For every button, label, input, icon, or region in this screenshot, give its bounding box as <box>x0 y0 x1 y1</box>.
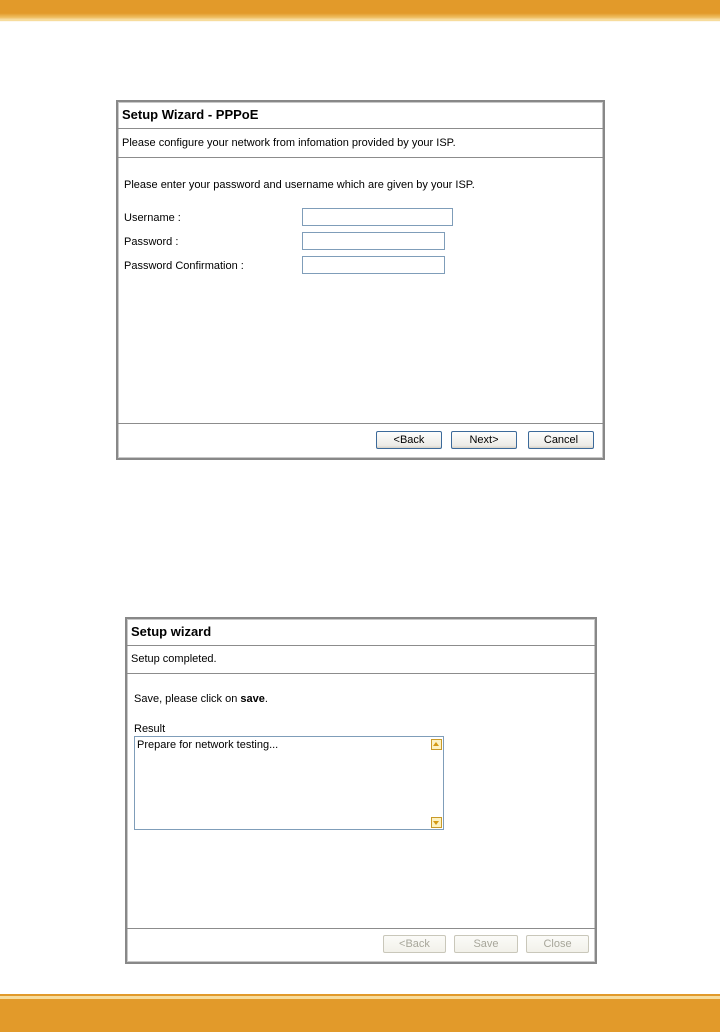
back-button[interactable]: <Back <box>376 431 442 449</box>
cancel-button[interactable]: Cancel <box>528 431 594 449</box>
setup-complete-dialog <box>125 617 597 964</box>
result-text: Prepare for network testing... <box>137 739 279 751</box>
save-instruction-keyword: save <box>240 693 265 705</box>
save-instruction-prefix: Save, please click on <box>134 693 241 705</box>
result-label: Result <box>134 723 166 735</box>
scroll-down-arrow-icon[interactable] <box>431 817 442 828</box>
dialog-subtitle: Setup completed. <box>127 646 595 674</box>
dialog-subtitle: Please configure your network from infomation provided by your ISP. <box>118 129 603 158</box>
password-confirmation-field[interactable] <box>302 256 445 274</box>
page-footer-band <box>0 994 720 1032</box>
username-label: Username : <box>124 212 181 224</box>
close-button[interactable]: Close <box>526 935 589 953</box>
scroll-up-arrow-icon[interactable] <box>431 739 442 750</box>
dialog-footer <box>127 928 595 962</box>
next-button[interactable]: Next> <box>451 431 517 449</box>
save-button[interactable]: Save <box>454 935 518 953</box>
page-footer-highlight <box>0 996 720 999</box>
password-field[interactable] <box>302 232 445 250</box>
dialog-title: Setup Wizard - PPPoE <box>118 102 603 129</box>
back-button[interactable]: <Back <box>383 935 446 953</box>
password-confirmation-label: Password Confirmation : <box>124 260 244 272</box>
dialog-footer <box>118 423 603 458</box>
instruction-text: Please enter your password and username which are given by your ISP. <box>124 179 475 191</box>
result-textarea[interactable] <box>134 736 444 830</box>
password-label: Password : <box>124 236 179 248</box>
save-instruction <box>134 693 268 705</box>
save-instruction-suffix: . <box>264 693 268 705</box>
username-field[interactable] <box>302 208 453 226</box>
page-header-highlight <box>0 19 720 21</box>
pppoe-setup-dialog <box>116 100 605 460</box>
dialog-title: Setup wizard <box>127 619 595 646</box>
